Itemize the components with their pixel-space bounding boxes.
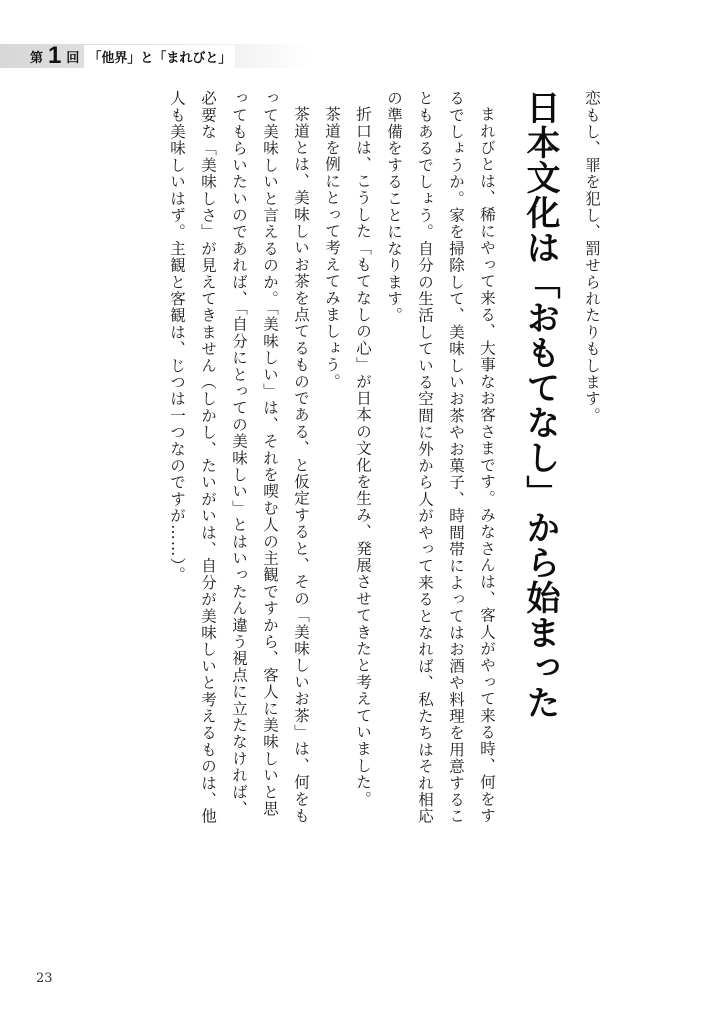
- paragraph-1: まれびとは、稀にやって来る、大事なお客さまです。みなさんは、客人がやって来る時、何をするでしょうか。家を掃除して、美味しいお茶やお菓子、時間帯によってはお酒や料理を用意することもあるでしょう。自分の生活している空間に外から人がやって来るとなれば、私たちはそれ相応の準備をすることになります。: [385, 90, 496, 825]
- chapter-tab: [30, 42, 235, 70]
- chapter-title: 「他界」と「まれびと」: [84, 45, 235, 68]
- page-number: 23: [36, 971, 53, 986]
- chapter-prefix: 第: [30, 50, 44, 66]
- paragraph-2: 折口は、こうした「もてなしの心」が日本の文化を生み、発展させてきたと考えていました。: [354, 105, 372, 807]
- vertical-body-text: [161, 90, 607, 830]
- section-heading: 日本文化は「おもてなし」から始まった: [520, 90, 560, 720]
- chapter-number: 1: [48, 42, 62, 69]
- paragraph-intro: 恋もし、罪を犯し、罰せられたりもします。: [583, 90, 601, 424]
- chapter-suffix: 回: [66, 50, 80, 66]
- paragraph-4: 茶道とは、美味しいお茶を点てるものである、と仮定すると、その「美味しいお茶」は、何をもって美味しいと言えるのか。「美味しい」は、それを喫む人の主観ですから、客人に美味しいと思ってもらいたいのであれば、「自分にとっての美味しい」とはいったん違う視点に立たなければ、必要な「美味しさ」が見えてきません（しかし、たいがいは、自分が美味しいと考えるものは、他人も美味しいはず。主観と客観は、じつは一つなのですが……）。: [168, 90, 310, 825]
- paragraph-3: 茶道を例にとって考えてみましょう。: [323, 105, 341, 390]
